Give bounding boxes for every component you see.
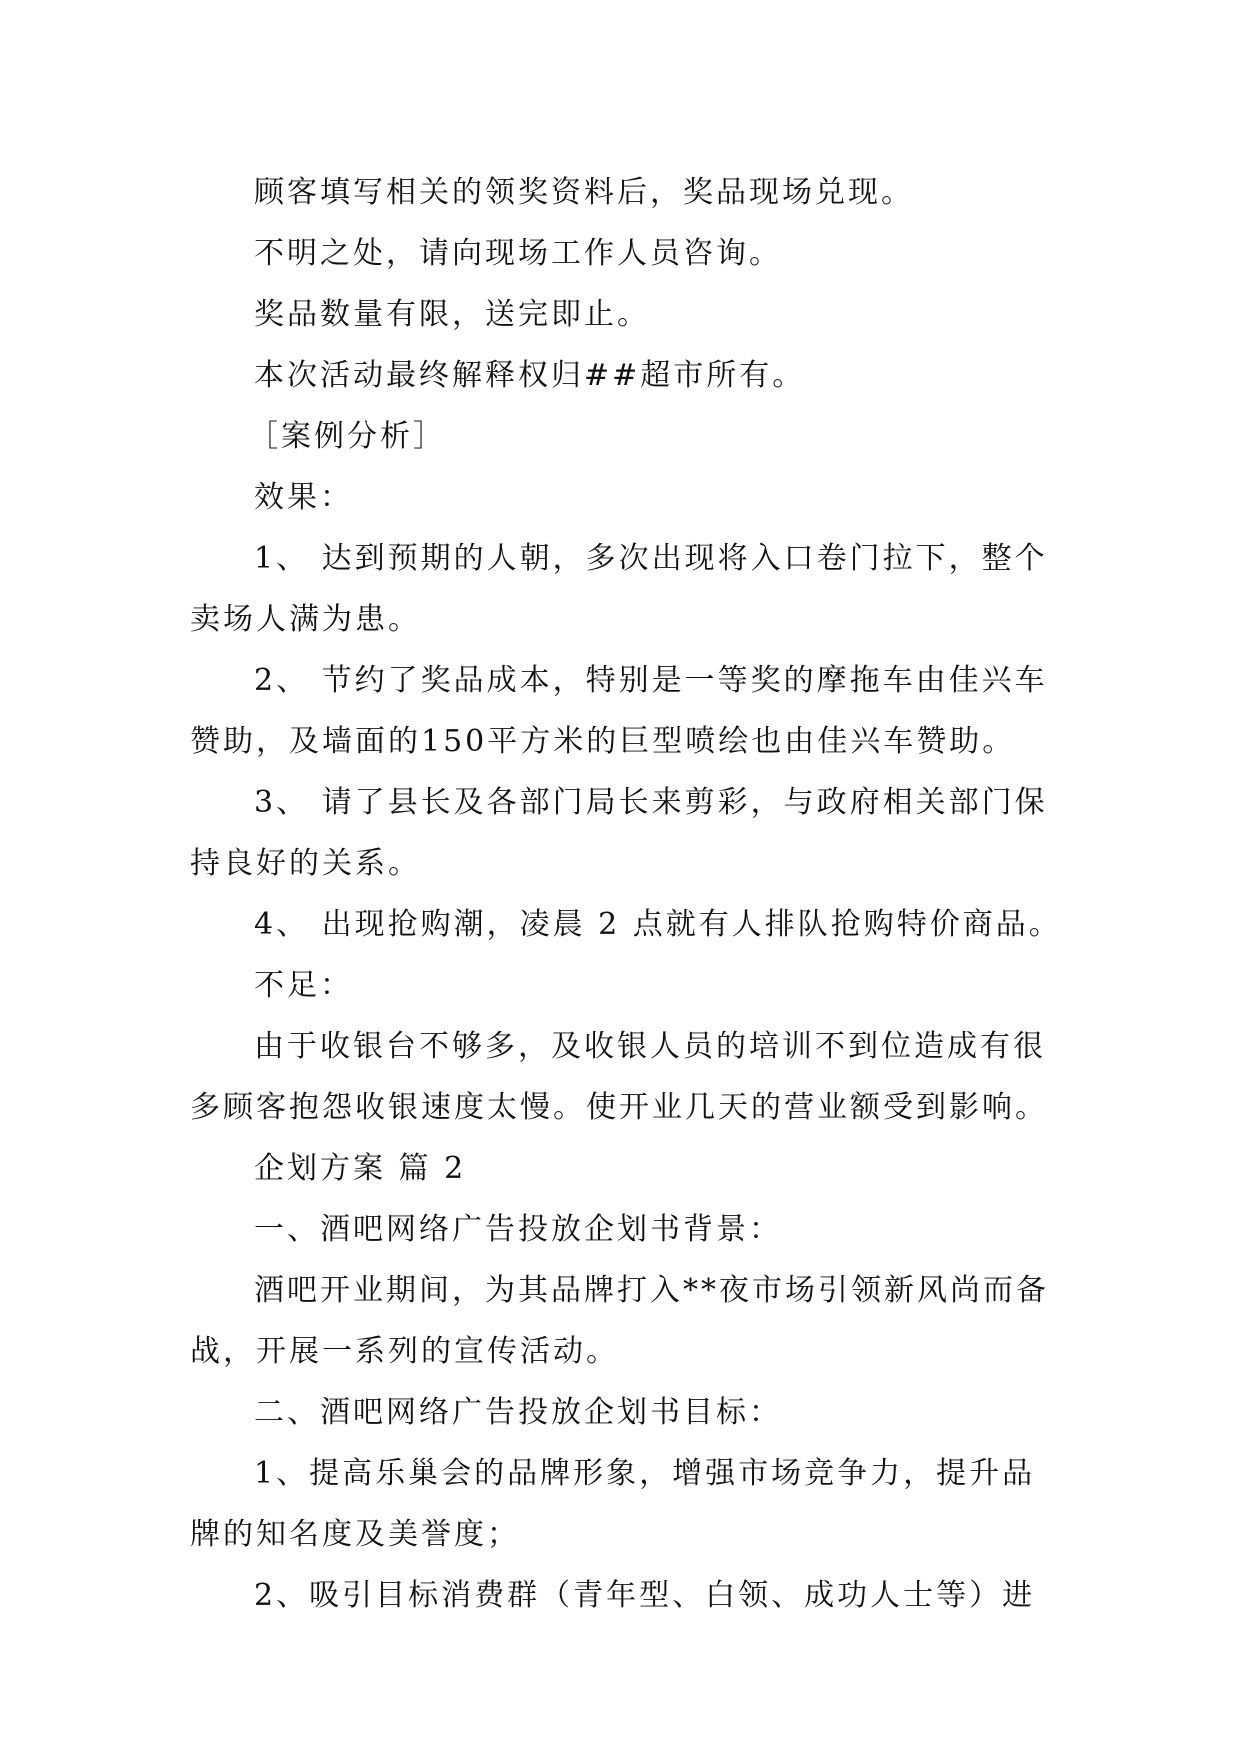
- list-item-continuation: 牌的知名度及美誉度；: [190, 1517, 520, 1552]
- subsection-heading: 二、酒吧网络广告投放企划书目标：: [254, 1395, 782, 1430]
- paragraph-line: 奖品数量有限，送完即止。: [254, 297, 650, 332]
- section-heading: ［案例分析］: [248, 419, 446, 454]
- paragraph-line: 酒吧开业期间，为其品牌打入**夜市场引领新风尚而备: [254, 1273, 1049, 1308]
- subsection-heading: 效果：: [254, 480, 353, 515]
- list-item: 1、提高乐巢会的品牌形象，增强市场竞争力，提升品: [254, 1456, 1036, 1491]
- paragraph-line: 顾客填写相关的领奖资料后，奖品现场兑现。: [254, 175, 914, 210]
- list-item: 1、 达到预期的人朝，多次出现将入口卷门拉下，整个: [254, 541, 1048, 576]
- list-item-continuation: 卖场人满为患。: [190, 602, 421, 637]
- list-item: 4、 出现抢购潮，凌晨 2 点就有人排队抢购特价商品。: [254, 907, 1062, 942]
- section-title: 企划方案 篇 2: [254, 1151, 467, 1186]
- subsection-heading: 一、酒吧网络广告投放企划书背景：: [254, 1212, 782, 1247]
- subsection-heading: 不足：: [254, 968, 353, 1003]
- list-item: 2、吸引目标消费群（青年型、白领、成功人士等）进: [254, 1578, 1036, 1613]
- list-item: 2、 节约了奖品成本，特别是一等奖的摩拖车由佳兴车: [254, 663, 1048, 698]
- list-item-continuation: 持良好的关系。: [190, 846, 421, 881]
- paragraph-line: 本次活动最终解释权归##超市所有。: [254, 358, 806, 393]
- paragraph-continuation: 战，开展一系列的宣传活动。: [190, 1334, 619, 1369]
- paragraph-continuation: 多顾客抱怨收银速度太慢。使开业几天的营业额受到影响。: [190, 1090, 1048, 1125]
- paragraph-line: 不明之处，请向现场工作人员咨询。: [254, 236, 782, 271]
- paragraph-line: 由于收银台不够多，及收银人员的培训不到位造成有很: [254, 1029, 1046, 1064]
- document-body: [190, 162, 1062, 1626]
- list-item: 3、 请了县长及各部门局长来剪彩，与政府相关部门保: [254, 785, 1048, 820]
- list-item-continuation: 赞助，及墙面的150平方米的巨型喷绘也由佳兴车赞助。: [190, 724, 1016, 759]
